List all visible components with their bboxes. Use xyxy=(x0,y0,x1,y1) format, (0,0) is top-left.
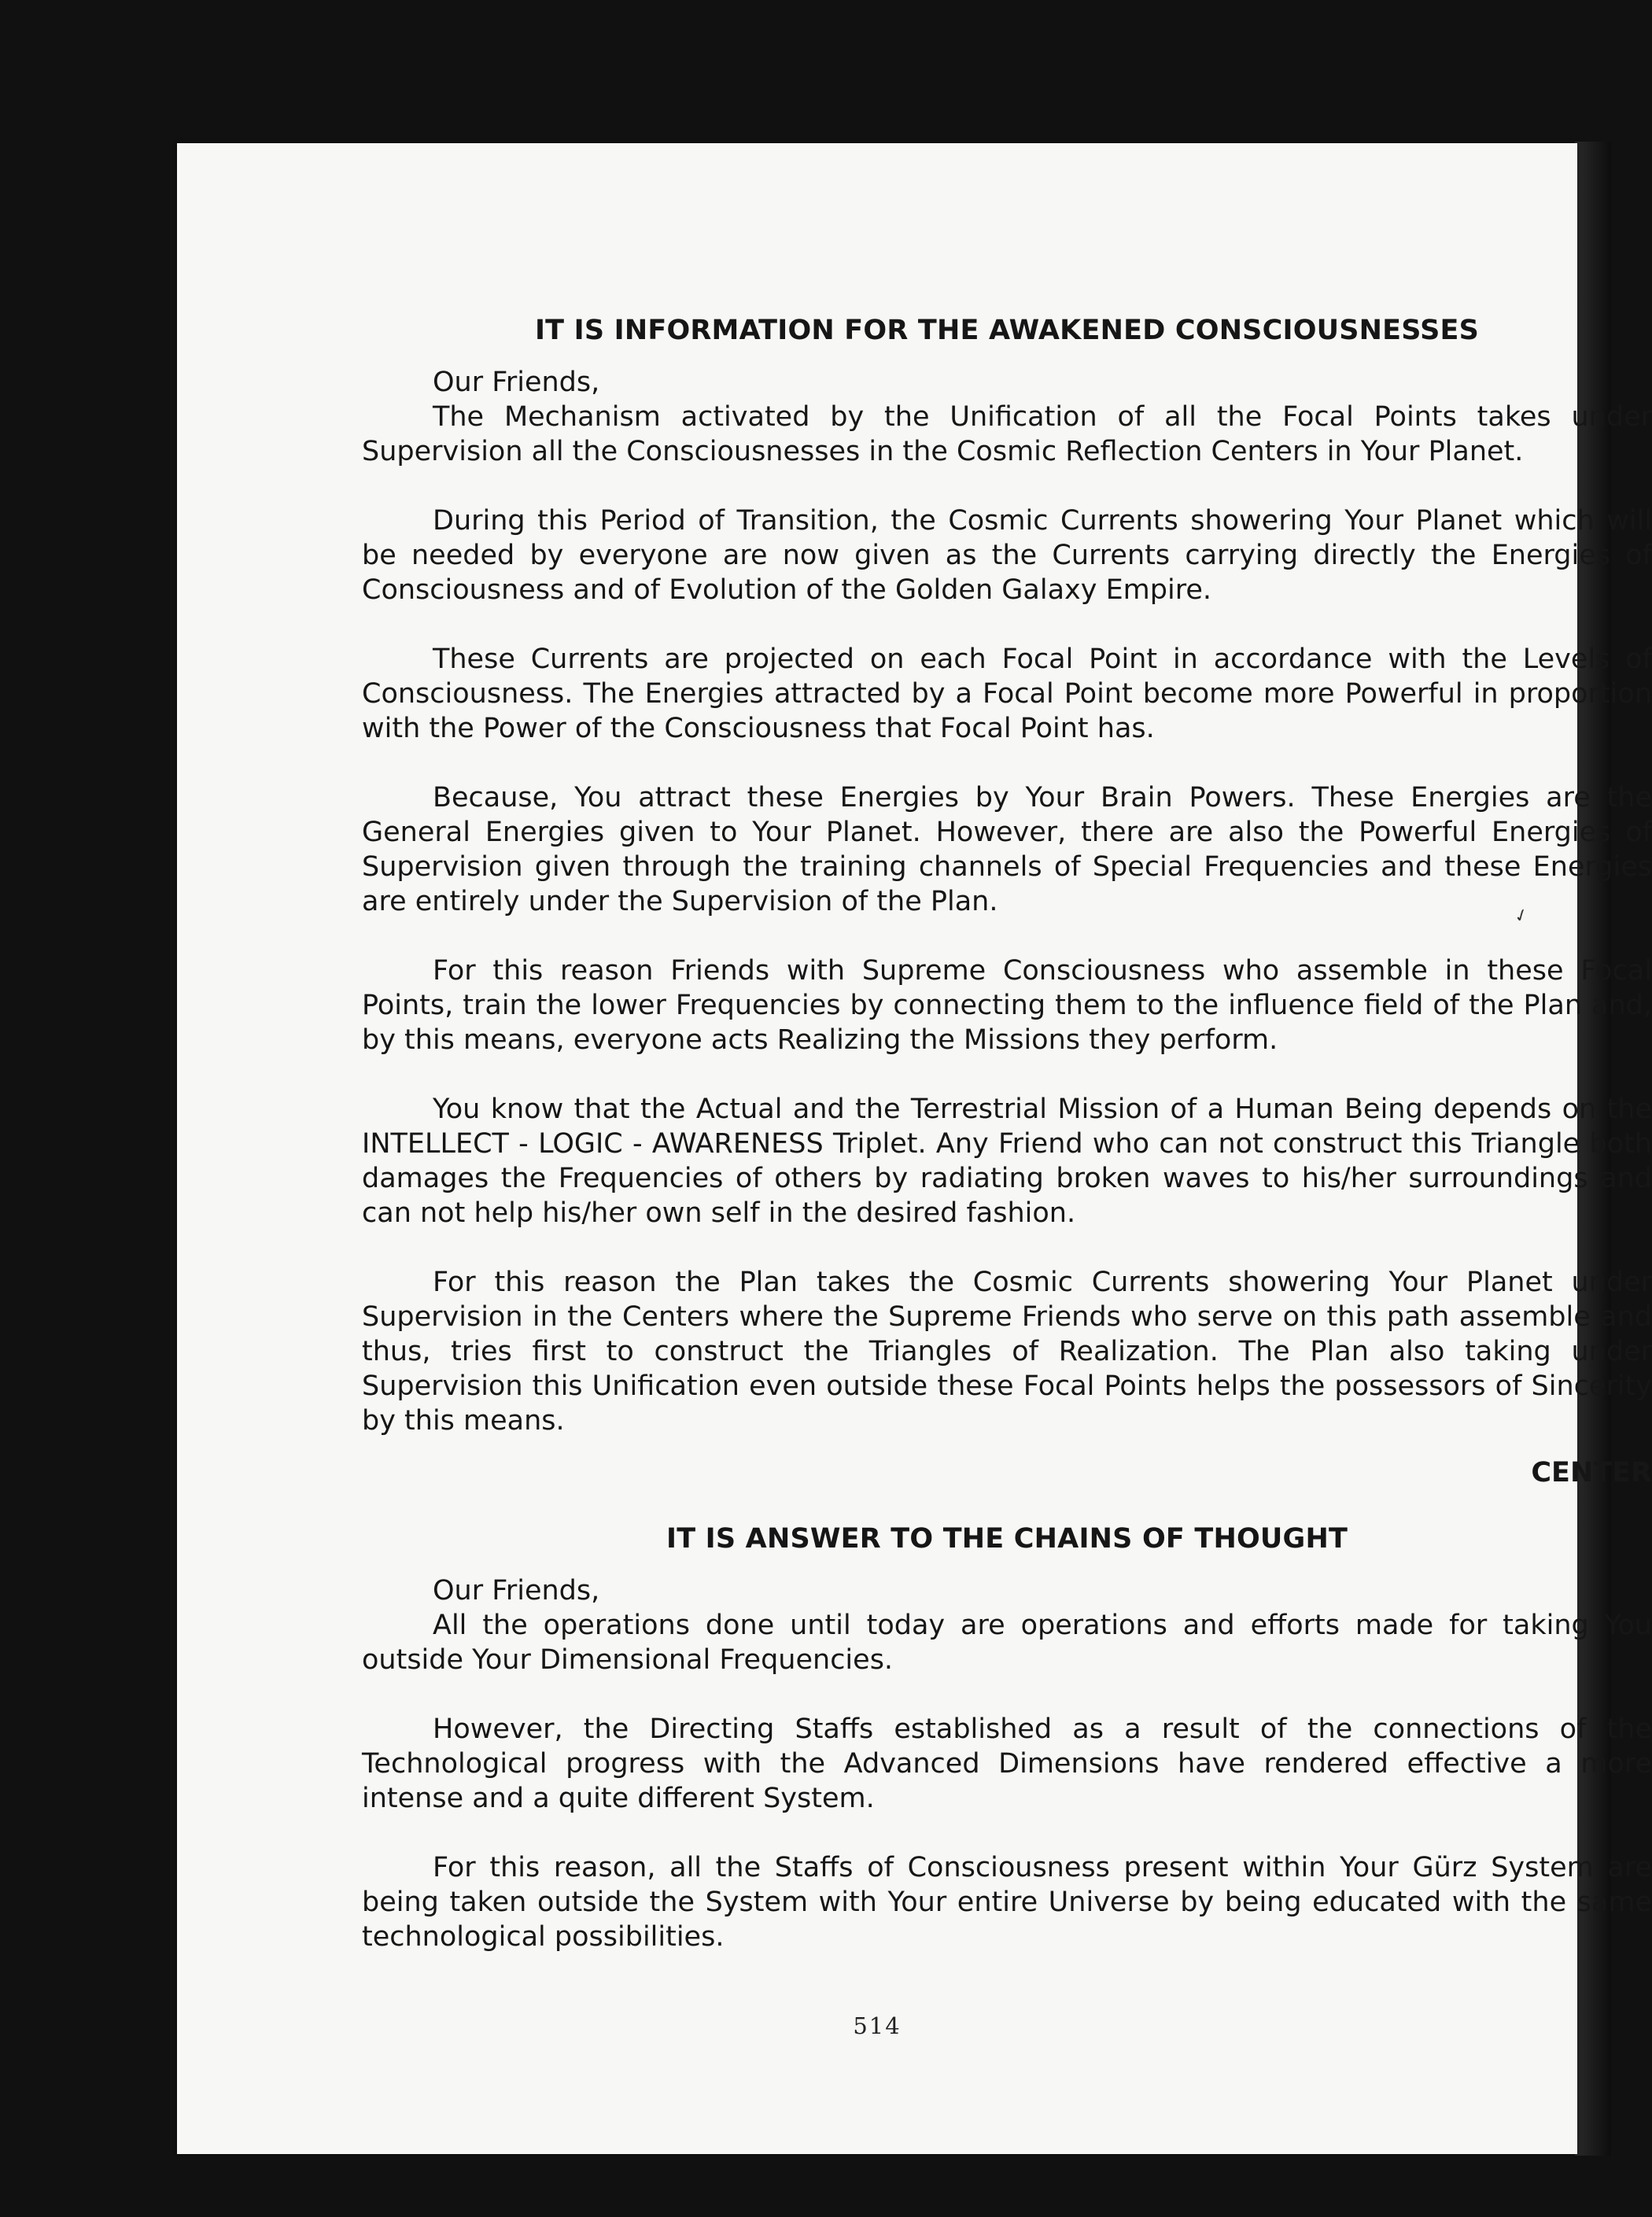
paragraph: All the operations done until today are operations and efforts made for taking You outside Your Dimensional Frequencies. xyxy=(362,1610,1652,1676)
paragraph: These Currents are projected on each Focal Point in accordance with the Levels of Consciousness. The Energies attracted by a Focal Point become more Powerful in proportion with the Power of the Consciousness that Focal Point has. xyxy=(362,644,1652,744)
document-page xyxy=(177,143,1652,2154)
paragraph: For this reason the Plan takes the Cosmic Currents showering Your Planet under Supervision in the Centers where the Supreme Friends who serve on this path assemble and thus, tries first to construct the Triangles of Realization. The Plan also taking under Supervision this Unification even outside these Focal Points helps the possessors of Sincerity by this means. xyxy=(362,1267,1652,1437)
paragraph: Because, You attract these Energies by Your Brain Powers. These Energies are the General Energies given to Your Planet. However, there are also the Powerful Energies of Supervision given through the training channels of Special Frequencies and these Energies are entirely under the Supervision of the Plan. xyxy=(362,782,1652,917)
paragraph: The Mechanism activated by the Unification of all the Focal Points takes under Supervision all the Consciousnesses in the Cosmic Reflection Centers in Your Planet. xyxy=(362,401,1652,467)
signature: CENTER xyxy=(1531,1457,1652,1488)
paragraph: For this reason, all the Staffs of Consciousness present within Your Gürz System are being taken outside the System with Your entire Universe by being educated with the same technological possibilities. xyxy=(362,1852,1652,1953)
salutation: Our Friends, xyxy=(433,367,600,398)
salutation: Our Friends, xyxy=(433,1575,600,1606)
pen-mark-icon: ✓ xyxy=(1511,904,1532,928)
page-number: 514 xyxy=(853,2012,902,2039)
paragraph: You know that the Actual and the Terrestrial Mission of a Human Being depends on the INTELLECT - LOGIC - AWARENESS Triplet. Any Friend who can not construct this Triangle both damages the Frequencies of others by radiating broken waves to his/her surroundings and can not help his/her own self in the desired fashion. xyxy=(362,1094,1652,1229)
section-heading: IT IS ANSWER TO THE CHAINS OF THOUGHT xyxy=(666,1523,1348,1555)
page-content xyxy=(362,315,1652,1989)
paragraph: For this reason Friends with Supreme Consciousness who assemble in these Focal Points, train the lower Frequencies by connecting them to the influence field of the Plan and, by this means, everyone acts Realizing the Missions they perform. xyxy=(362,955,1652,1056)
section-heading: IT IS INFORMATION FOR THE AWAKENED CONSCIOUSNESSES xyxy=(534,315,1480,346)
paragraph: However, the Directing Staffs established as a result of the connections of the Technological progress with the Advanced Dimensions have rendered effective a more intense and a quite different System. xyxy=(362,1713,1652,1814)
paragraph: During this Period of Transition, the Cosmic Currents showering Your Planet which will be needed by everyone are now given as the Currents carrying directly the Energies of Consciousness and of Evolution of the Golden Galaxy Empire. xyxy=(362,505,1652,606)
